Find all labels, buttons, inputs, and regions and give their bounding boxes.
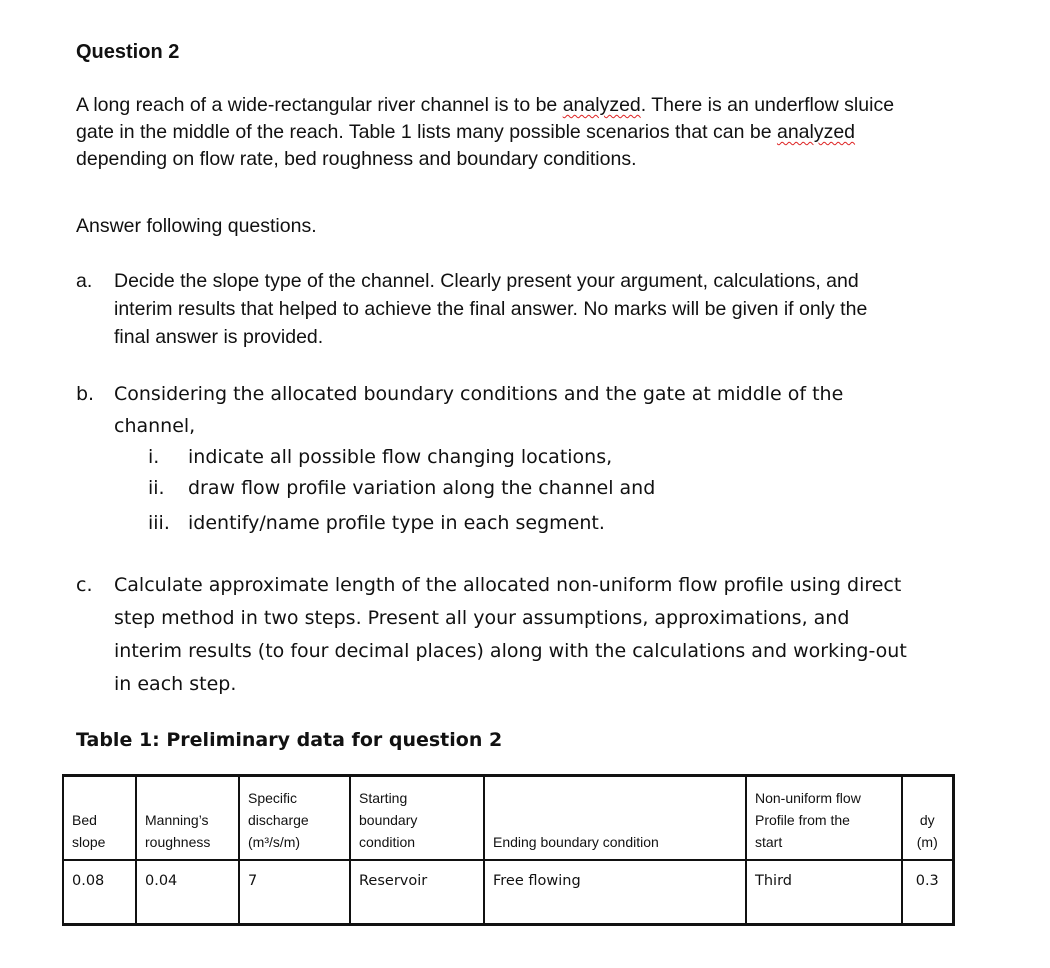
part-a-letter: a. xyxy=(76,270,93,292)
document-page: Question 2 A long reach of a wide-rectangular river channel is to be analyzed. There is an underflow sluice gate in the middle of the reach. Table 1 lists many possible scenarios that can be analyzed depending on flow rate, bed roughness and boundary conditions. Answer following questions. a. Decide the slope type of the channel. Clearly present your argument, calculations, and interim results that helped to achieve the final answer. No marks will be given if only the final answer is provided. b. Considering the allocated boundary conditions and the gate at middle of the channel, i. indicate all possible flow changing locations, ii. draw flow profile variation along the channel and iii. identify/name profile type in each segment. c. Calculate approximate length of the allocated non-uniform flow profile using direct step method in two steps. Present all your assumptions, approximations, and interim results (to four decimal places) along with the calculations and working-out in each step. Table 1: Preliminary data for question 2 Bed slope Manning’s roughness Specific discharge (m³/s/m) Starting boundary condition Ending boundary condition Non-uniform flow Profile from the start dy (m) 0.08 0.04 7 Reservoir Free flowing Third 0.3 xyxy=(0,0,1050,968)
header-dy: dy (m) xyxy=(902,776,953,861)
part-a-text: Decide the slope type of the channel. Clearly present your argument, calculations, and interim results that helped to achieve the final answer. No marks will be given if only the final answer is provided. xyxy=(114,270,868,348)
cell-mannings-roughness: 0.04 xyxy=(136,860,239,925)
data-table xyxy=(62,774,955,926)
table-caption: Table 1: Preliminary data for question 2 xyxy=(76,729,503,751)
part-c-text: Calculate approximate length of the allocated non-uniform flow profile using direct step method in two steps. Present all your assumptions, approximations, and interim results (to four decimal places) along with the calculations and working-out in each step. xyxy=(114,574,907,695)
header-profile-from-start: Non-uniform flow Profile from the start xyxy=(746,776,902,861)
cell-bed-slope: 0.08 xyxy=(63,860,136,925)
part-c-letter: c. xyxy=(76,574,93,596)
table-header-row xyxy=(63,776,953,861)
header-starting-boundary: Starting boundary condition xyxy=(350,776,484,861)
part-b-letter: b. xyxy=(76,383,95,405)
header-specific-discharge: Specific discharge (m³/s/m) xyxy=(239,776,350,861)
header-mannings-roughness: Manning’s roughness xyxy=(136,776,239,861)
intro-line-3: depending on flow rate, bed roughness and boundary conditions. xyxy=(76,148,637,170)
spellcheck-word[interactable]: analyzed xyxy=(776,121,856,143)
cell-dy: 0.3 xyxy=(902,860,953,925)
cell-ending-boundary: Free flowing xyxy=(484,860,746,925)
table-row xyxy=(63,860,953,925)
cell-starting-boundary: Reservoir xyxy=(350,860,484,925)
spellcheck-word[interactable]: analyzed xyxy=(562,94,641,116)
intro-line-2: gate in the middle of the reach. Table 1 lists many possible scenarios that can be analyzed xyxy=(76,121,856,143)
question-heading: Question 2 xyxy=(76,41,180,63)
instruction-text: Answer following questions. xyxy=(76,215,317,237)
cell-profile-from-start: Third xyxy=(746,860,902,925)
header-bed-slope: Bed slope xyxy=(63,776,136,861)
cell-specific-discharge: 7 xyxy=(239,860,350,925)
intro-paragraph xyxy=(76,92,976,173)
header-ending-boundary: Ending boundary condition xyxy=(484,776,746,861)
part-b-text: Considering the allocated boundary conditions and the gate at middle of the channel, xyxy=(114,383,844,437)
intro-line-1: A long reach of a wide-rectangular river channel is to be analyzed. There is an underflow sluice xyxy=(76,94,895,116)
